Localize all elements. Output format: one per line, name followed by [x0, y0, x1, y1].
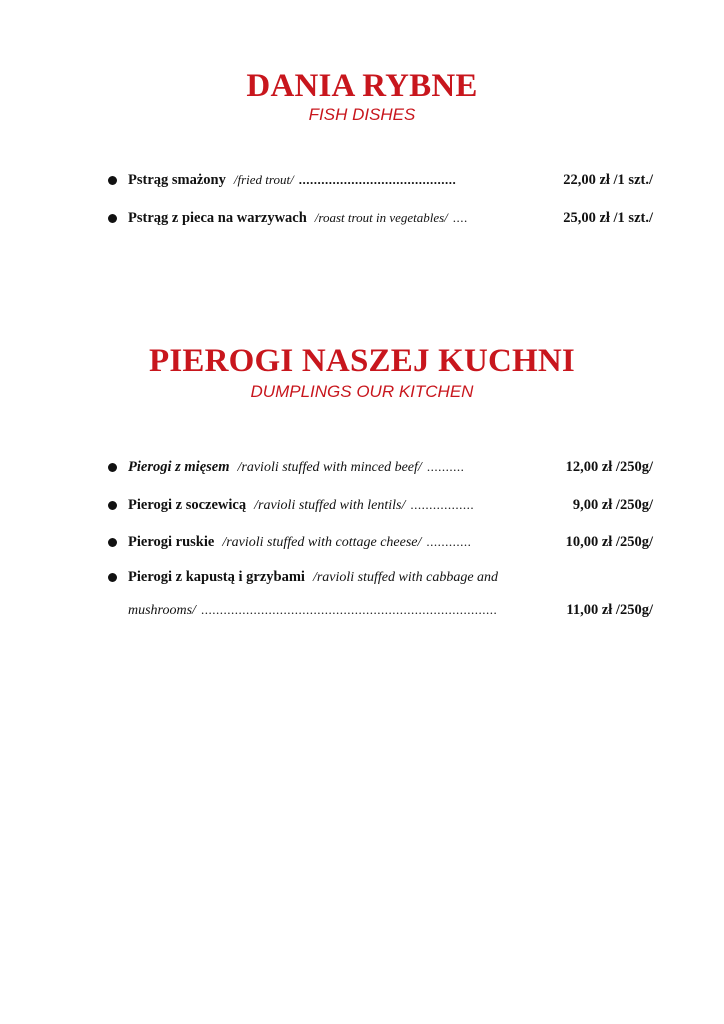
dish-name: Pierogi z soczewicą	[128, 497, 247, 513]
bullet-icon	[108, 501, 117, 510]
dish-description: /roast trout in vegetables/	[314, 210, 448, 225]
dish-price: 12,00 zł /250g/	[565, 459, 653, 475]
dish-name: Pierogi ruskie	[128, 534, 215, 550]
bullet-icon	[108, 573, 117, 582]
bullet-icon	[108, 538, 117, 547]
bullet-icon	[108, 176, 117, 185]
dish-price: 11,00 zł /250g/	[566, 602, 653, 618]
dish-description: /fried trout/	[233, 172, 294, 187]
dish-name: Pstrąg smażony	[128, 172, 226, 188]
leader-dots: ..........................................	[298, 172, 457, 187]
fish-section-title: DANIA RYBNE	[246, 68, 478, 104]
dumplings-section-title: PIEROGI NASZEJ KUCHNI	[149, 343, 575, 379]
dish-description: /ravioli stuffed with cabbage and	[312, 570, 499, 585]
dish-description: /ravioli stuffed with lentils/	[254, 498, 406, 513]
dish-price: 25,00 zł /1 szt./	[563, 210, 653, 226]
dish-description: /ravioli stuffed with cottage cheese/	[222, 535, 422, 550]
menu-item	[108, 567, 653, 627]
dish-price: 22,00 zł /1 szt./	[563, 172, 653, 188]
dish-name: Pstrąg z pieca na warzywach	[128, 210, 307, 226]
leader-dots: ....	[452, 210, 468, 225]
leader-dots: .................	[410, 497, 475, 512]
dumplings-section-subtitle: DUMPLINGS OUR KITCHEN	[250, 382, 474, 401]
dish-description-continued: mushrooms/	[128, 603, 196, 618]
dish-price: 9,00 zł /250g/	[572, 497, 653, 513]
fish-section-subtitle: FISH DISHES	[308, 105, 416, 124]
dish-name: Pierogi z kapustą i grzybami	[128, 569, 305, 585]
leader-dots: ............	[426, 534, 472, 549]
bullet-icon	[108, 463, 117, 472]
dish-price: 10,00 zł /250g/	[565, 534, 653, 550]
bullet-icon	[108, 214, 117, 223]
leader-dots: ...............................................................................	[200, 602, 498, 617]
dish-description: /ravioli stuffed with minced beef/	[237, 460, 422, 475]
dish-name: Pierogi z mięsem	[128, 459, 230, 475]
leader-dots: ..........	[426, 459, 465, 474]
